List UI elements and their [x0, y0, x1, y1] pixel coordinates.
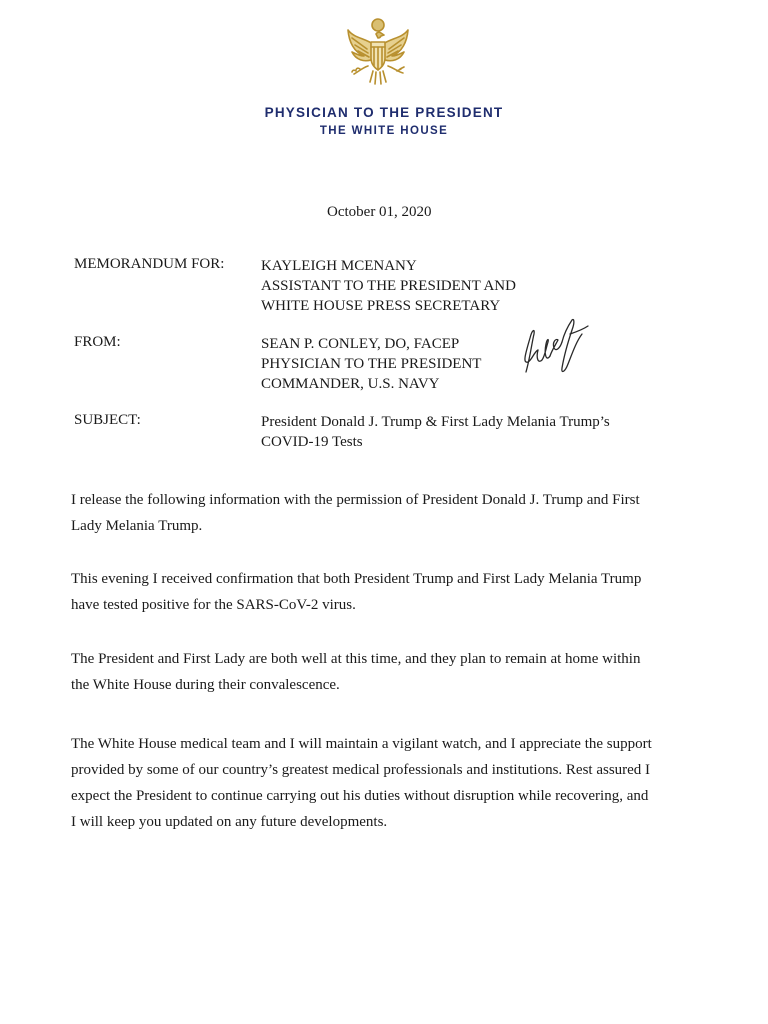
office-subtitle: THE WHITE HOUSE: [319, 125, 449, 137]
handwritten-signature-icon: [512, 312, 596, 382]
paragraph-line: The White House medical team and I will maintain a vigilant watch, and I appreciate the support: [71, 736, 652, 752]
paragraph-line: This evening I received confirmation that both President Trump and First Lady Melania Trump: [71, 571, 642, 587]
paragraph-line: I release the following information with the permission of President Donald J. Trump and First: [71, 492, 640, 508]
subject-line1: President Donald J. Trump & First Lady Melania Trump’s: [261, 414, 610, 430]
subject-line2: COVID-19 Tests: [261, 434, 363, 450]
recipient-title-line2: WHITE HOUSE PRESS SECRETARY: [261, 298, 501, 314]
memo-from-label: FROM:: [74, 334, 121, 350]
body-paragraph-3: [71, 646, 711, 698]
body-paragraph-4: [71, 731, 711, 835]
recipient-title-line1: ASSISTANT TO THE PRESIDENT AND: [261, 278, 516, 294]
memo-for-recipient: [261, 256, 516, 316]
sender-name: SEAN P. CONLEY, DO, FACEP: [261, 336, 460, 352]
eagle-seal-icon: [340, 16, 416, 88]
memo-for-label: MEMORANDUM FOR:: [74, 256, 225, 272]
sender-rank: COMMANDER, U.S. NAVY: [261, 376, 440, 392]
paragraph-line: expect the President to continue carrying out his duties without disruption while recovering, and: [71, 788, 649, 804]
sender-title: PHYSICIAN TO THE PRESIDENT: [261, 356, 482, 372]
memo-date: October 01, 2020: [327, 204, 432, 220]
paragraph-line: I will keep you updated on any future developments.: [71, 814, 388, 830]
paragraph-line: Lady Melania Trump.: [71, 518, 203, 534]
recipient-name: KAYLEIGH MCENANY: [261, 258, 417, 274]
memo-from-sender: [261, 334, 481, 394]
memo-subject-label: SUBJECT:: [74, 412, 141, 428]
body-paragraph-2: [71, 566, 711, 618]
body-paragraph-1: [71, 487, 711, 539]
memo-subject: [261, 412, 610, 452]
paragraph-line: the White House during their convalescence.: [71, 677, 340, 693]
office-title: PHYSICIAN TO THE PRESIDENT: [264, 105, 504, 120]
paragraph-line: The President and First Lady are both well at this time, and they plan to remain at home within: [71, 651, 641, 667]
paragraph-line: provided by some of our country’s greatest medical professionals and institutions. Rest assured I: [71, 762, 651, 778]
paragraph-line: have tested positive for the SARS-CoV-2 virus.: [71, 597, 356, 613]
